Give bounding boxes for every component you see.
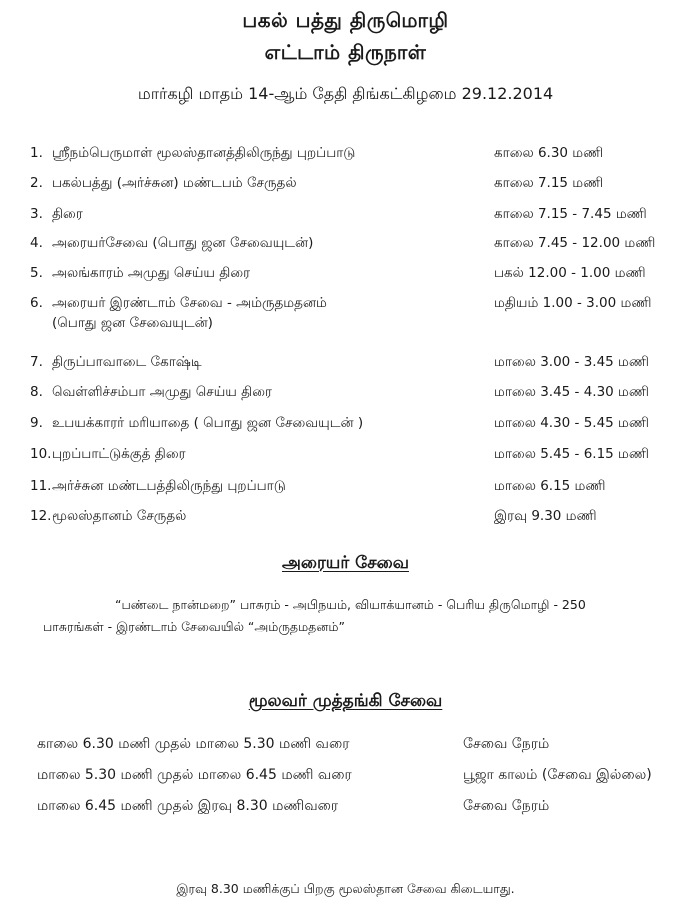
schedule-number: 10. [30,446,52,462]
schedule-row [30,476,691,496]
schedule-time: காலை 7.15 - 7.45 மணி [494,206,647,222]
moolavar-heading [0,691,691,713]
schedule-time: மாலை 3.00 - 3.45 மணி [494,354,649,370]
schedule-description: பகல்பத்து (அர்ச்சுன) மண்டபம் சேருதல் [52,175,297,191]
schedule-description: உபயக்காரர் மரியாதை ( பொது ஜன சேவையுடன் ) [52,415,364,431]
schedule-time: மாலை 5.45 - 6.15 மணி [494,446,649,462]
schedule-description: புறப்பாட்டுக்குத் திரை [52,446,186,462]
schedule-row [30,352,691,372]
schedule-number: 12. [30,508,52,524]
footer-note: இரவு 8.30 மணிக்குப் பிறகு மூலஸ்தான சேவை கிடையாது. [176,881,515,896]
moolavar-status: சேவை நேரம் [463,736,550,752]
moolavar-time: மாலை 5.30 மணி முதல் மாலை 6.45 மணி வரை [37,767,352,783]
moolavar-row [37,767,691,785]
schedule-row [30,263,691,283]
schedule-row [30,444,691,464]
schedule-description: ஸ்ரீநம்பெருமாள் மூலஸ்தானத்திலிருந்து புறப்பாடு [52,145,356,161]
schedule-time: மாலை 3.45 - 4.30 மணி [494,384,649,400]
schedule-time: மதியம் 1.00 - 3.00 மணி [494,295,652,311]
schedule-description: வெள்ளிச்சம்பா அமுது செய்ய திரை [52,384,272,400]
schedule-description: திருப்பாவாடை கோஷ்டி [52,354,202,370]
schedule-description-continued: (பொது ஜன சேவையுடன்) [52,315,213,331]
schedule-description: அர்ச்சுன மண்டபத்திலிருந்து புறப்பாடு [52,478,286,494]
schedule-row [30,293,691,333]
schedule-description: திரை [52,206,83,222]
araiyar-line-1: “பண்டை நான்மறை” பாசுரம் - அபிநயம், வியாக்யானம் - பெரிய திருமொழி - 250 [115,597,586,612]
schedule-row [30,204,691,224]
schedule-row [30,233,691,253]
schedule-description: அலங்காரம் அமுது செய்ய திரை [52,265,251,281]
araiyar-description [43,594,683,638]
schedule-time: இரவு 9.30 மணி [494,508,597,524]
moolavar-status: சேவை நேரம் [463,798,550,814]
schedule-description: மூலஸ்தானம் சேருதல் [52,508,187,524]
schedule-number: 9. [30,415,43,431]
schedule-time: மாலை 4.30 - 5.45 மணி [494,415,649,431]
araiyar-heading-text: அரையர் சேவை [282,553,409,573]
schedule-number: 3. [30,206,43,222]
schedule-time: காலை 7.15 மணி [494,175,604,191]
schedule-number: 7. [30,354,43,370]
schedule-number: 1. [30,145,43,161]
schedule-time: பகல் 12.00 - 1.00 மணி [494,265,646,281]
schedule-number: 8. [30,384,43,400]
schedule-row [30,413,691,433]
schedule-row [30,143,691,163]
schedule-description: அரையர்சேவை (பொது ஜன சேவையுடன்) [52,235,314,251]
moolavar-row [37,736,691,754]
moolavar-status: பூஜா காலம் (சேவை இல்லை) [463,767,652,783]
schedule-number: 5. [30,265,43,281]
araiyar-line-2: பாசுரங்கள் - இரண்டாம் சேவையில் “அம்ருதமதனம்” [43,619,345,634]
moolavar-heading-text: மூலவர் முத்தங்கி சேவை [248,691,443,711]
schedule-number: 11. [30,478,52,494]
page-subtitle: எட்டாம் திருநாள் [264,40,427,64]
araiyar-heading [0,553,691,575]
page-title: பகல் பத்து திருமொழி [242,8,449,32]
schedule-time: காலை 6.30 மணி [494,145,604,161]
date-line: மார்கழி மாதம் 14-ஆம் தேதி திங்கட்கிழமை 29.12.2014 [137,84,554,103]
schedule-number: 2. [30,175,43,191]
schedule-row [30,506,691,526]
schedule-time: மாலை 6.15 மணி [494,478,606,494]
moolavar-row [37,798,691,816]
schedule-number: 4. [30,235,43,251]
moolavar-time: காலை 6.30 மணி முதல் மாலை 5.30 மணி வரை [37,736,350,752]
schedule-description: அரையர் இரண்டாம் சேவை - அம்ருதமதனம் [52,295,327,311]
schedule-time: காலை 7.45 - 12.00 மணி [494,235,656,251]
schedule-row [30,382,691,402]
schedule-number: 6. [30,295,43,311]
moolavar-time: மாலை 6.45 மணி முதல் இரவு 8.30 மணிவரை [37,798,339,814]
schedule-row [30,173,691,193]
